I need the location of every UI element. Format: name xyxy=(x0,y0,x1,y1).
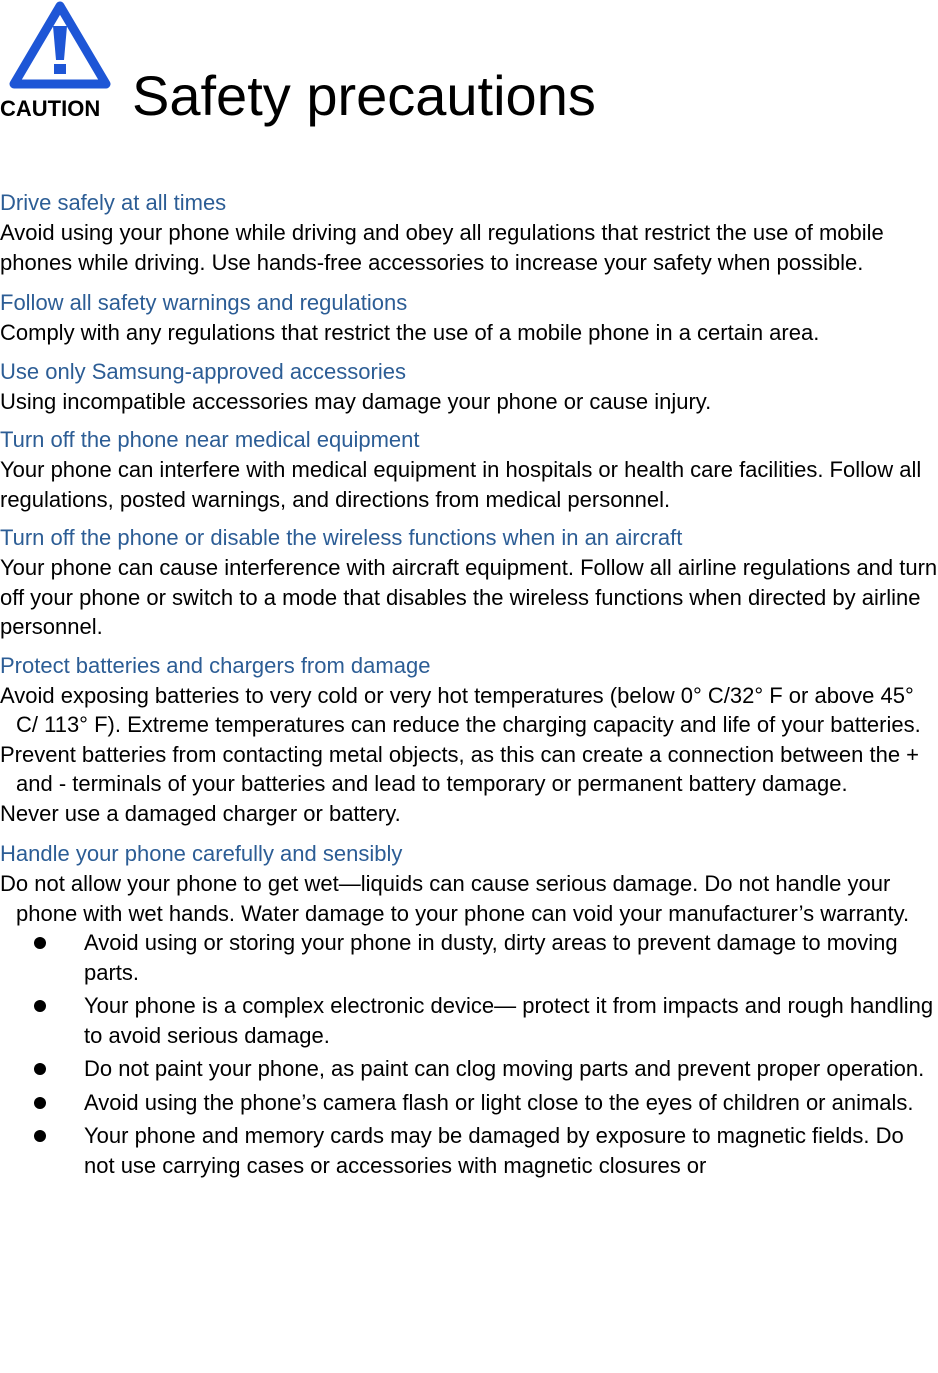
section-heading: Use only Samsung-approved accessories xyxy=(0,358,406,384)
caution-triangle-icon xyxy=(8,0,112,92)
bullet-icon xyxy=(34,937,46,949)
section-paragraph: Avoid exposing batteries to very cold or very hot temperatures (below 0° C/32° F or above 45° C/ 113° F). Extreme temperatures can reduce the charging capacity and life of your batteries. xyxy=(0,682,921,737)
list-item-text: Avoid using the phone’s camera flash or light close to the eyes of children or animals. xyxy=(84,1089,914,1115)
section-aircraft xyxy=(0,523,938,642)
section-paragraph: Never use a damaged charger or battery. xyxy=(0,800,401,826)
bullet-list xyxy=(0,928,938,1180)
section-heading: Turn off the phone or disable the wireless functions when in an aircraft xyxy=(0,525,683,550)
list-item-text: Your phone is a complex electronic device— protect it from impacts and rough handling to avoid serious damage. xyxy=(84,993,934,1048)
section-drive-safely xyxy=(0,188,938,277)
section-paragraph: Prevent batteries from contacting metal objects, as this can create a connection between the + and - terminals of your batteries and lead to temporary or permanent battery damage. xyxy=(0,741,920,796)
list-item-text: Avoid using or storing your phone in dusty, dirty areas to prevent damage to moving parts. xyxy=(84,930,898,985)
section-safety-warnings xyxy=(0,288,938,348)
bullet-icon xyxy=(34,1000,46,1012)
bullet-icon xyxy=(34,1063,46,1075)
bullet-icon xyxy=(34,1130,46,1142)
section-paragraph: Do not allow your phone to get wet—liquids can cause serious damage. Do not handle your phone with wet hands. Water damage to your phone can void your manufacturer’s warranty. xyxy=(0,871,910,926)
caution-label: CAUTION xyxy=(0,96,101,121)
section-handle-carefully xyxy=(0,839,938,1180)
section-heading: Drive safely at all times xyxy=(0,190,227,215)
list-item-text: Your phone and memory cards may be damaged by exposure to magnetic fields. Do not use carrying cases or accessories with magnetic closures or xyxy=(84,1123,904,1178)
page-header xyxy=(0,0,938,140)
section-medical-equipment xyxy=(0,425,938,514)
page-title: Safety precautions xyxy=(132,64,596,127)
section-approved-accessories xyxy=(0,357,938,417)
list-item-text: Do not paint your phone, as paint can clog moving parts and prevent proper operation. xyxy=(84,1056,925,1081)
section-paragraph: Your phone can cause interference with aircraft equipment. Follow all airline regulations and turn off your phone or switch to a mode that disables the wireless functions when directed by airline personnel. xyxy=(0,555,938,639)
section-heading: Handle your phone carefully and sensibly xyxy=(0,841,403,866)
section-heading: Protect batteries and chargers from damage xyxy=(0,652,431,678)
document-body xyxy=(0,188,938,1184)
caution-logo xyxy=(0,0,124,124)
section-paragraph: Using incompatible accessories may damage your phone or cause injury. xyxy=(0,388,712,414)
list-item xyxy=(0,991,938,1050)
section-batteries xyxy=(0,651,938,829)
bullet-icon xyxy=(34,1097,46,1109)
section-paragraph: Avoid using your phone while driving and obey all regulations that restrict the use of mobile phones while driving. Use hands-free accessories to increase your safety when possible. xyxy=(0,220,884,275)
list-item xyxy=(0,1054,938,1084)
list-item xyxy=(0,1088,938,1118)
section-heading: Follow all safety warnings and regulations xyxy=(0,290,408,315)
section-paragraph: Comply with any regulations that restrict the use of a mobile phone in a certain area. xyxy=(0,320,820,345)
section-paragraph: Your phone can interfere with medical equipment in hospitals or health care facilities. Follow all regulations, posted warnings, and directions from medical personnel. xyxy=(0,457,922,512)
list-item xyxy=(0,928,938,987)
section-heading: Turn off the phone near medical equipment xyxy=(0,427,420,452)
list-item xyxy=(0,1121,938,1180)
